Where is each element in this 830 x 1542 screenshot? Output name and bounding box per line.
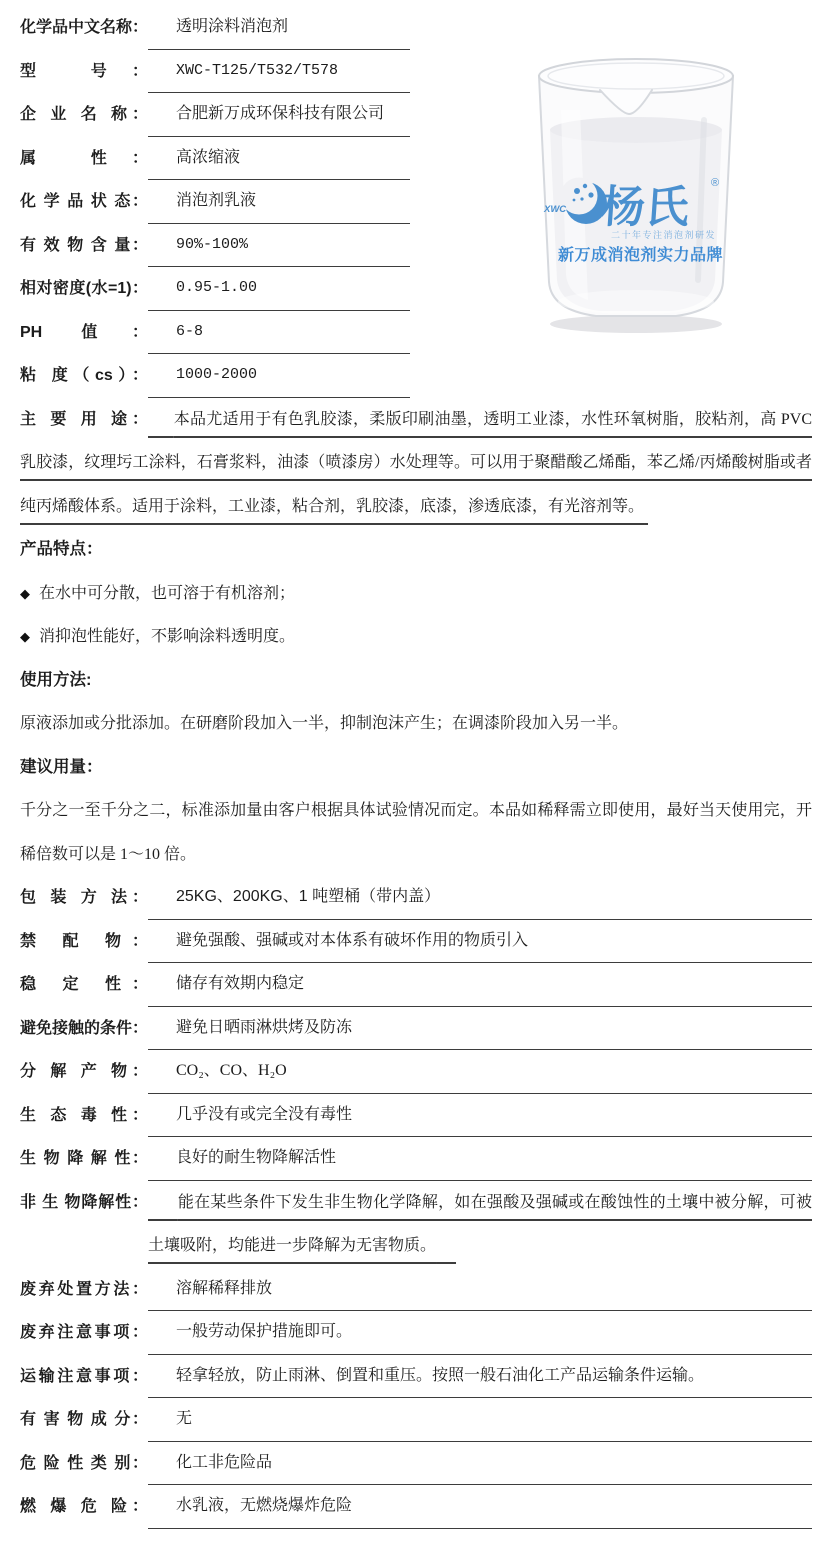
section-heading-dosage: 建议用量： xyxy=(20,757,103,776)
field-value xyxy=(148,1442,812,1486)
feature-list xyxy=(20,572,812,659)
safety-spec-form xyxy=(20,876,812,1529)
form-row xyxy=(20,1137,812,1181)
field-value xyxy=(148,963,812,1007)
field-value: 0.95-1.00 xyxy=(148,267,410,311)
brand-name: 杨氏 xyxy=(599,183,691,232)
field-value xyxy=(148,1355,812,1399)
brand-slogan: 新万成消泡剂实力品牌 xyxy=(558,247,724,264)
field-value: XWC-T125/T532/T578 xyxy=(148,50,410,94)
field-label: 粘 度（cs）： xyxy=(20,367,148,384)
field-label: 属 性： xyxy=(20,149,148,167)
field-label: 型 号： xyxy=(20,62,148,80)
form-row xyxy=(20,1181,812,1268)
field-label: 废弃处置方法： xyxy=(20,1280,148,1298)
form-row xyxy=(20,963,812,1007)
form-row xyxy=(20,1050,812,1094)
form-row xyxy=(20,1311,812,1355)
form-row xyxy=(20,1355,812,1399)
logo-initials: XWC xyxy=(544,204,567,215)
field-label: 废弃注意事项： xyxy=(20,1324,148,1341)
field-value-text: 化工非危险品 xyxy=(176,1453,273,1471)
beaker-shadow xyxy=(550,315,722,333)
field-label: 相对密度(水=1)： xyxy=(20,280,148,297)
field-value-text: 轻拿轻放，防止雨淋、倒置和重压。按照一般石油化工产品运输条件运输。 xyxy=(176,1366,705,1384)
field-label: 生 物 降 解 性： xyxy=(20,1150,148,1167)
field-value xyxy=(148,1311,812,1355)
field-value xyxy=(148,1268,812,1312)
field-value xyxy=(148,1398,812,1442)
field-label: 企 业 名 称： xyxy=(20,106,148,123)
dosage-body: 千分之一至千分之二，标准添加量由客户根据具体试验情况而定。本品如稀释需立即使用，最好当天使用完，开稀倍数可以是 1～10 倍。 xyxy=(20,802,812,863)
field-value: 6-8 xyxy=(148,311,410,355)
form-row xyxy=(20,354,812,398)
field-value-text: 一般劳动保护措施即可。 xyxy=(176,1323,353,1340)
registered-trademark-icon: ® xyxy=(711,177,720,189)
field-value-text: 无 xyxy=(176,1410,193,1427)
field-value xyxy=(148,1137,812,1181)
field-value xyxy=(148,1007,812,1051)
feature-text: 在水中可分散，也可溶于有机溶剂； xyxy=(39,584,296,602)
brand-tagline: 二十年专注消泡剂研发 xyxy=(611,230,717,240)
form-row xyxy=(20,876,812,920)
form-row xyxy=(20,1007,812,1051)
field-value: 1000-2000 xyxy=(148,354,410,398)
field-value: 合肥新万成环保科技有限公司 xyxy=(148,93,410,137)
section-heading-usage: 使用方法: xyxy=(20,670,92,689)
feature-item xyxy=(20,572,812,616)
field-label: 运输注意事项： xyxy=(20,1367,148,1385)
field-label: 燃 爆 危 险： xyxy=(20,1498,148,1515)
field-value-text: 避免强酸、强碱或对本体系有破坏作用的物质引入 xyxy=(176,931,529,949)
field-label: 生 态 毒 性： xyxy=(20,1106,148,1124)
field-value xyxy=(148,1485,812,1529)
field-label: 禁 配 物： xyxy=(20,932,148,950)
field-value-text: CO₂、CO、H₂O xyxy=(176,1062,287,1079)
main-use-paragraph xyxy=(20,398,812,529)
field-value: 高浓缩液 xyxy=(148,137,410,181)
feature-item xyxy=(20,615,812,659)
field-value-text: 水乳液，无燃烧爆炸危险 xyxy=(176,1497,353,1514)
field-value-text: 几乎没有或完全没有毒性 xyxy=(176,1105,353,1123)
feature-text: 消抑泡性能好，不影响涂料透明度。 xyxy=(39,628,296,645)
field-value-text: 良好的耐生物降解活性 xyxy=(176,1149,337,1166)
field-label: 有 效 物 含 量： xyxy=(20,236,148,254)
field-value: 透明涂料消泡剂 xyxy=(148,6,410,50)
field-label: 危 险 性 类 别： xyxy=(20,1454,148,1472)
field-value-text: 能在某些条件下发生非生物化学降解，如在强酸及强碱或在酸蚀性的土壤中被分解，可被土壤吸附，均能进一步降解为无害物质。 xyxy=(148,1193,812,1254)
field-value-text: 避免日晒雨淋烘烤及防冻 xyxy=(176,1018,353,1036)
field-label: 避免接触的条件： xyxy=(20,1019,149,1037)
section-heading-product-features: 产品特点： xyxy=(20,540,103,558)
form-row xyxy=(20,1485,812,1529)
field-value: 消泡剂乳液 xyxy=(148,180,410,224)
field-label: 非 生 物降解性： xyxy=(20,1193,148,1211)
usage-body: 原液添加或分批添加。在研磨阶段加入一半，抑制泡沫产生；在调漆阶段加入另一半。 xyxy=(20,715,629,732)
diamond-bullet-icon: ◆ xyxy=(20,585,30,601)
form-row xyxy=(20,1442,812,1486)
field-label: 有 害 物 成 分： xyxy=(20,1411,148,1428)
field-value-text: 储存有效期内稳定 xyxy=(176,975,305,992)
field-label: 包 装 方 法： xyxy=(20,889,148,906)
form-row xyxy=(20,6,812,50)
glass-bottom-highlight xyxy=(558,290,714,314)
field-value: 本品尤适用于有色乳胶漆，柔版印刷油墨，透明工业漆，水性环氧树脂，胶粘剂，高 PVC 乳胶漆，纹理圬工涂料，石膏浆料，油漆（喷漆房）水处理等。可以用于聚醋酸乙烯酯，苯乙烯/丙烯酸树脂或者纯丙烯酸体系。适用于涂料，工业漆，粘合剂，乳胶漆，底漆，渗透底漆，有光溶剂等。 xyxy=(20,410,812,515)
field-value: 90%-100% xyxy=(148,224,410,268)
product-beaker-image xyxy=(528,50,744,342)
field-value xyxy=(148,1094,812,1138)
field-value xyxy=(148,876,812,920)
form-row xyxy=(20,1398,812,1442)
field-label: 主 要 用 途： xyxy=(20,410,148,428)
beaker-rim xyxy=(539,59,733,93)
diamond-bullet-icon: ◆ xyxy=(20,629,30,644)
field-label: 化学品中文名称： xyxy=(20,19,149,36)
field-value xyxy=(148,1050,812,1094)
field-label: PH 值： xyxy=(20,323,148,341)
field-label: 稳 定 性： xyxy=(20,976,148,993)
form-row xyxy=(20,920,812,964)
field-label: 分 解 产 物： xyxy=(20,1063,148,1080)
field-value xyxy=(148,1181,812,1268)
field-value-text: 25KG、200KG、1 吨塑桶（带内盖） xyxy=(176,888,441,905)
field-value-text: 溶解稀释排放 xyxy=(176,1279,273,1297)
form-row xyxy=(20,1094,812,1138)
field-value xyxy=(148,920,812,964)
beaker-illustration xyxy=(528,50,744,342)
form-row xyxy=(20,1268,812,1312)
field-label: 化 学 品 状 态： xyxy=(20,193,148,210)
